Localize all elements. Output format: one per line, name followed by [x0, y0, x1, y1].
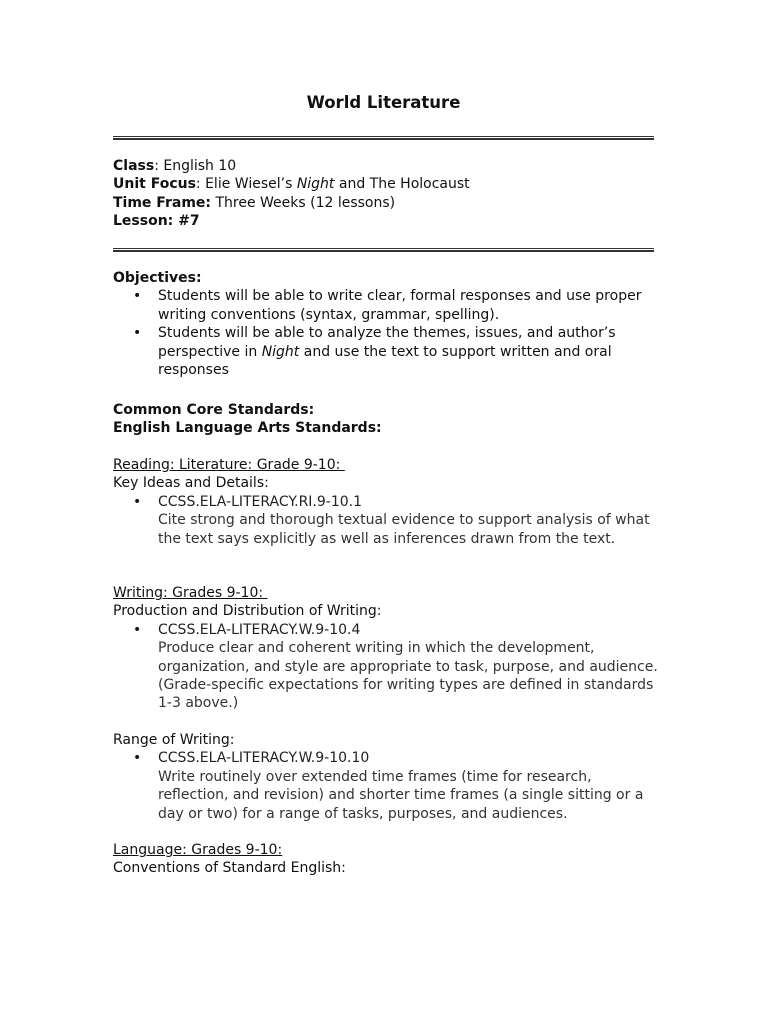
range-of-writing-heading: Range of Writing: [113, 732, 235, 748]
range-standards-list [113, 749, 658, 823]
bullet-icon: • [133, 750, 142, 767]
list-item [113, 324, 658, 379]
language-heading: Language: Grades 9-10: [113, 842, 283, 858]
standard-code: CCSS.ELA-LITERACY.W.9-10.4 [158, 621, 361, 638]
objective-text-end: and use the text to support written and oral responses [158, 343, 612, 379]
standard-code: CCSS.ELA-LITERACY.RI.9-10.1 [158, 493, 363, 510]
objective-book-title: Night [261, 343, 300, 360]
bullet-icon: • [133, 621, 142, 638]
unit-focus-text-end: and The Holocaust [334, 176, 470, 193]
objectives-section [113, 269, 658, 379]
lesson-line [113, 212, 470, 230]
range-of-writing-section [113, 731, 658, 823]
unit-focus-line [113, 175, 470, 193]
writing-section [113, 584, 658, 713]
class-line [113, 157, 470, 175]
writing-heading: Writing: Grades 9-10: [113, 585, 268, 601]
time-frame-line [113, 194, 470, 212]
horizontal-rule [113, 136, 654, 140]
objective-text: Students will be able to write clear, formal responses and use proper writing conventions (syntax, grammar, spelling). [158, 288, 642, 323]
language-subheading: Conventions of Standard English: [113, 860, 346, 877]
reading-section [113, 456, 658, 548]
reading-standards-list [113, 493, 658, 548]
standard-description: Cite strong and thorough textual evidence to support analysis of what the text says explicitly as well as inferences drawn from the text. [158, 512, 650, 547]
language-section [113, 841, 658, 878]
horizontal-rule [113, 248, 654, 252]
writing-standards-list [113, 621, 658, 713]
ela-heading: English Language Arts Standards: [113, 420, 382, 437]
class-value: : English 10 [154, 158, 237, 174]
objectives-list [113, 287, 658, 379]
unit-focus-text: : Elie Wiesel’s [195, 176, 297, 193]
time-frame-label: Time Frame: [113, 194, 212, 211]
document-title: World Literature [306, 93, 461, 112]
list-item [113, 287, 658, 324]
writing-subheading: Production and Distribution of Writing: [113, 603, 382, 620]
time-frame-value: Three Weeks (12 lessons) [211, 194, 396, 211]
standards-headings [113, 401, 658, 438]
standard-code: CCSS.ELA-LITERACY.W.9-10.10 [158, 750, 370, 767]
lesson-label: Lesson: #7 [113, 213, 200, 230]
objective-text: Students will be able to analyze the themes, issues, and author’s perspective in [158, 325, 616, 360]
bullet-icon: • [133, 493, 142, 510]
reading-subheading: Key Ideas and Details: [113, 475, 269, 492]
unit-focus-label: Unit Focus [113, 176, 196, 193]
bullet-icon: • [133, 325, 142, 342]
list-item [113, 621, 658, 713]
common-core-heading: Common Core Standards: [113, 402, 315, 418]
standard-description: Produce clear and coherent writing in which the development, organization, and style are appropriate to task, purpose, and audience. (Grade-specific expectations for writing types are defined in standards 1-3 above.) [158, 640, 658, 712]
list-item [113, 493, 658, 548]
bullet-icon: • [133, 288, 142, 305]
standard-description: Write routinely over extended time frames (time for research, reflection, and revision) and shorter time frames (a single sitting or a day or two) for a range of tasks, purposes, and audiences. [158, 768, 644, 822]
objectives-heading: Objectives: [113, 270, 202, 286]
unit-focus-book-title: Night [296, 176, 335, 193]
reading-heading: Reading: Literature: Grade 9-10: [113, 457, 345, 473]
lesson-meta [113, 157, 470, 231]
list-item [113, 749, 658, 823]
class-label: Class [113, 158, 155, 174]
